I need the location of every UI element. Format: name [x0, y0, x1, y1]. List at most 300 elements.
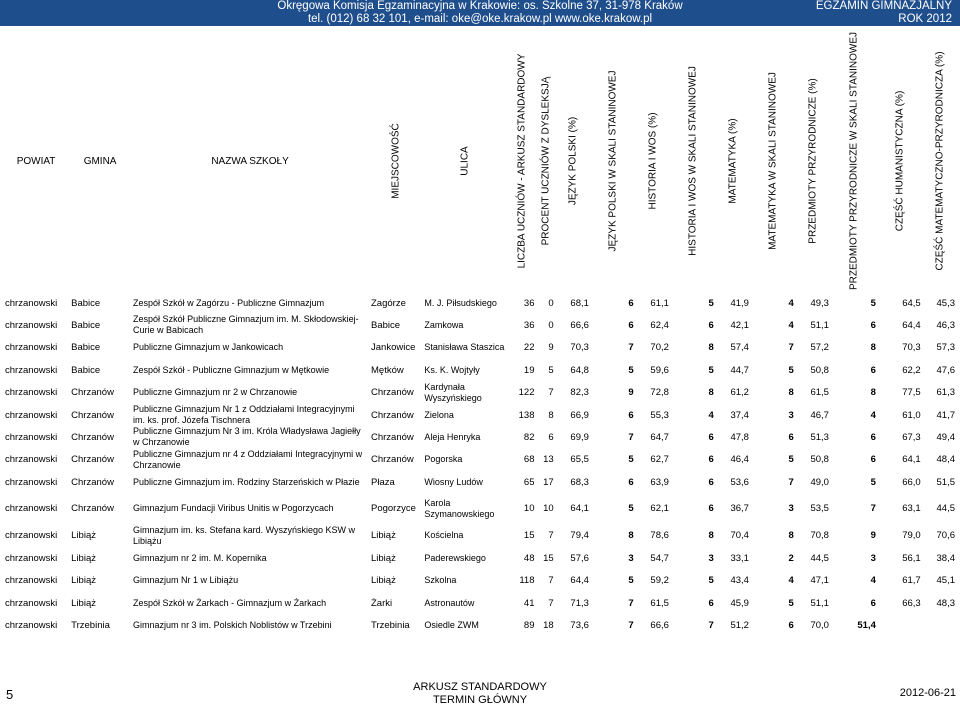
table-cell: Osiedle ZWM: [424, 619, 479, 630]
table-cell: 7: [548, 530, 554, 541]
table-cell: 4: [788, 297, 794, 309]
table-cell: 53,6: [730, 476, 749, 488]
table-cell: 57,3: [936, 342, 955, 353]
table-cell: 59,2: [650, 575, 669, 586]
table-cell: 66,0: [902, 476, 921, 488]
table-cell: 6: [870, 431, 876, 443]
table-cell: 38,4: [936, 552, 955, 564]
table-cell: 6: [870, 319, 876, 331]
table-cell: 72,8: [650, 387, 669, 398]
table-cell: Libiąż: [71, 575, 96, 586]
table-cell: Stanisława Staszica: [424, 342, 505, 352]
table-cell: 67,3: [902, 431, 921, 443]
table-cell: 6: [788, 431, 794, 443]
table-cell: 70,2: [650, 342, 669, 353]
column-header-label: CZĘŚĆ MATEMATYCZNO-PRZYRODNICZA (%): [934, 51, 946, 271]
table-cell: 6: [708, 319, 714, 331]
table-cell: 68,3: [570, 476, 589, 488]
table-cell: chrzanowski: [5, 297, 58, 309]
table-cell: 51,2: [730, 619, 749, 631]
table-cell: 55,3: [650, 409, 669, 421]
table-cell: Gimnazjum Nr 1 w Libiążu: [133, 575, 239, 585]
table-cell: 44,7: [730, 364, 749, 376]
table-cell: 13: [543, 454, 554, 465]
table-cell: 61,5: [650, 597, 669, 609]
table-cell: 5: [870, 297, 876, 309]
table-cell: Chrzanów: [371, 387, 414, 398]
table-cell: 69,9: [570, 431, 589, 443]
table-cell: 3: [708, 552, 714, 564]
table-row: [3, 336, 957, 359]
column-header-label: JĘZYK POLSKI W SKALI STANINOWEJ: [607, 70, 619, 252]
column-header: [422, 30, 507, 292]
table-cell: 44,5: [810, 552, 829, 564]
table-cell: 6: [870, 454, 876, 465]
table-cell: 68: [523, 454, 535, 465]
table-cell: 70,3: [902, 342, 921, 353]
table-cell: 10: [523, 503, 535, 514]
table-cell: Babice: [71, 297, 101, 309]
column-header: [591, 30, 636, 292]
table-cell: 8: [870, 387, 876, 398]
table-cell: 49,4: [936, 431, 955, 443]
table-cell: 7: [548, 575, 554, 586]
column-header-label: LICZBA UCZNIÓW - ARKUSZ STANDARDOWY: [516, 53, 528, 269]
table-cell: 4: [870, 575, 876, 586]
table-cell: 37,4: [730, 409, 749, 421]
column-header-label: MATEMATYKA W SKALI STANINOWEJ: [767, 72, 779, 250]
table-cell: 7: [788, 342, 794, 353]
table-cell: Kościelna: [424, 530, 464, 540]
table-cell: 2: [788, 552, 794, 564]
table-cell: 73,6: [570, 619, 589, 631]
table-row: [3, 314, 957, 336]
table-cell: 64,5: [902, 297, 921, 309]
table-cell: 5: [628, 503, 634, 514]
table-cell: chrzanowski: [5, 454, 58, 465]
table-cell: 64,4: [570, 575, 589, 586]
table-cell: 44,5: [936, 503, 955, 514]
table-cell: Aleja Henryka: [424, 431, 481, 442]
table-cell: 63,9: [650, 476, 669, 488]
table-cell: Chrzanów: [71, 503, 114, 514]
table-cell: 61,7: [902, 575, 921, 586]
table-cell: chrzanowski: [5, 409, 58, 421]
table-cell: Babice: [71, 319, 101, 331]
table-cell: 64,7: [650, 431, 669, 443]
table-cell: 3: [870, 552, 876, 564]
table-cell: Babice: [371, 319, 401, 331]
table-cell: Libiąż: [71, 530, 96, 541]
table-cell: 65: [523, 476, 535, 488]
table-cell: 8: [788, 387, 794, 398]
table-cell: 62,1: [650, 503, 669, 514]
column-header: [831, 30, 878, 292]
table-cell: Żarki: [371, 597, 393, 609]
table-cell: 5: [548, 364, 554, 376]
table-cell: 41,9: [730, 297, 749, 309]
table-cell: 7: [628, 597, 634, 609]
table-cell: 36: [523, 297, 535, 309]
table-cell: 5: [628, 454, 634, 465]
table-cell: chrzanowski: [5, 319, 58, 331]
table-cell: 79,4: [570, 530, 589, 541]
table-cell: 62,2: [902, 364, 921, 376]
table-row: [3, 426, 957, 448]
table-cell: 4: [788, 575, 794, 586]
table-cell: Publiczne Gimnazjum Nr 3 im. Króla Władysława Jagiełły w Chrzanowie: [133, 426, 361, 447]
table-cell: Mętków: [371, 364, 404, 376]
table-cell: 17: [543, 476, 554, 488]
table-cell: 42,1: [730, 319, 749, 331]
table-cell: Publiczne Gimnazjum nr 2 w Chrzanowie: [133, 387, 298, 397]
table-cell: 15: [543, 552, 554, 564]
table-cell: Zielona: [424, 409, 454, 420]
table-cell: 8: [788, 530, 794, 541]
footer-date: 2012-06-21: [899, 687, 956, 699]
table-cell: Gimnazjum nr 2 im. M. Kopernika: [133, 552, 267, 563]
table-cell: 46,3: [936, 319, 955, 331]
table-cell: 6: [870, 597, 876, 609]
table-cell: Pogorzyce: [371, 503, 416, 514]
table-cell: 0: [548, 319, 554, 331]
table-row: [3, 292, 957, 314]
table-cell: 19: [523, 364, 535, 376]
table-cell: 8: [548, 409, 554, 421]
table-cell: 8: [628, 530, 634, 541]
table-cell: 5: [708, 297, 714, 309]
table-cell: 65,5: [570, 454, 589, 465]
table-cell: Pogorska: [424, 454, 463, 464]
table-cell: Chrzanów: [71, 454, 114, 465]
table-cell: 68,1: [570, 297, 589, 309]
table-cell: Publiczne Gimnazjum Nr 1 z Oddziałami Integracyjnymi im. ks. prof. Józefa Tischnera: [133, 404, 355, 425]
table-cell: 118: [519, 575, 535, 586]
table-cell: 57,4: [730, 342, 749, 353]
table-row: [3, 524, 957, 547]
column-header-label: HISTORIA I WOS (%): [647, 112, 659, 210]
column-header: NAZWA SZKOŁY: [211, 155, 289, 167]
table-cell: 61,0: [902, 409, 921, 421]
table-cell: 46,7: [810, 409, 829, 421]
column-header: [636, 30, 671, 292]
column-header: POWIAT: [16, 155, 56, 167]
table-cell: Płaza: [371, 476, 395, 488]
table-cell: 47,8: [730, 431, 749, 443]
table-cell: Zespół Szkół w Zagórzu - Publiczne Gimnazjum: [133, 297, 325, 308]
table-cell: Szkolna: [424, 575, 457, 585]
header-exam-title: EGZAMIN GIMNAZJALNY: [815, 0, 952, 12]
table-cell: 50,8: [810, 364, 829, 376]
column-header-label: MIEJSCOWOŚĆ: [390, 123, 402, 199]
table-cell: 7: [628, 342, 634, 353]
table-cell: 62,7: [650, 454, 669, 465]
table-cell: 6: [708, 476, 714, 488]
table-row: [3, 493, 957, 524]
table-cell: Jankowice: [371, 342, 416, 353]
table-cell: 89: [523, 619, 535, 631]
table-cell: Babice: [71, 364, 101, 376]
table-cell: Libiąż: [371, 575, 396, 586]
table-cell: 43,4: [730, 575, 749, 586]
table-row: [3, 569, 957, 592]
table-cell: 47,1: [810, 575, 829, 586]
table-cell: 4: [788, 319, 794, 331]
table-cell: 51,3: [810, 431, 829, 443]
table-cell: 61,3: [936, 387, 955, 398]
table-cell: 62,4: [650, 319, 669, 331]
table-cell: Gimnazjum nr 3 im. Polskich Noblistów w Trzebini: [133, 619, 332, 630]
table-cell: Babice: [71, 342, 101, 353]
table-cell: M. J. Piłsudskiego: [424, 297, 497, 308]
table-cell: 7: [788, 476, 794, 488]
table-cell: 66,9: [570, 409, 589, 421]
table-cell: Libiąż: [71, 552, 96, 564]
table-cell: 57,2: [810, 342, 829, 353]
table-cell: Chrzanów: [371, 454, 414, 465]
table-cell: 3: [628, 552, 634, 564]
table-row: [3, 471, 957, 493]
table-cell: 64,1: [570, 503, 589, 514]
table-cell: 61,5: [810, 387, 829, 398]
table-cell: chrzanowski: [5, 575, 58, 586]
table-cell: 8: [870, 342, 876, 353]
table-body: [3, 292, 957, 636]
table-cell: 54,7: [650, 552, 669, 564]
table-cell: chrzanowski: [5, 530, 58, 541]
table-cell: 66,6: [650, 619, 669, 631]
table-cell: 64,8: [570, 364, 589, 376]
table-cell: Publiczne Gimnazjum nr 4 z Oddziałami Integracyjnymi w Chrzanowie: [133, 448, 363, 470]
table-cell: 3: [788, 409, 794, 421]
table-cell: 3: [788, 503, 794, 514]
table-cell: 6: [708, 431, 714, 443]
table-cell: chrzanowski: [5, 503, 58, 514]
column-header: [796, 30, 831, 292]
table-cell: 5: [788, 454, 794, 465]
table-cell: 51,1: [810, 319, 829, 331]
column-header: GMINA: [83, 155, 117, 167]
table-cell: 70,6: [936, 530, 955, 541]
table-cell: 61,1: [650, 297, 669, 309]
table-cell: 53,5: [810, 503, 829, 514]
table-cell: 5: [870, 476, 876, 488]
table-row: [3, 614, 957, 636]
table-cell: 48: [523, 552, 535, 564]
table-cell: 61,2: [730, 387, 749, 398]
page-footer: [0, 679, 960, 707]
table-cell: 59,6: [650, 364, 669, 376]
table-cell: Gimnazjum im. ks. Stefana kard. Wyszyńskiego KSW w Libiążu: [133, 524, 356, 546]
table-cell: 57,6: [570, 552, 589, 564]
table-cell: Zamkowa: [424, 319, 464, 330]
footer-title: [0, 681, 960, 707]
table-cell: 70,4: [730, 530, 749, 541]
table-cell: Chrzanów: [71, 431, 114, 443]
column-header: [537, 30, 556, 292]
table-cell: 7: [628, 431, 634, 443]
table-cell: 70,0: [810, 619, 829, 631]
table-row: [3, 448, 957, 471]
table-cell: 138: [518, 409, 535, 421]
table-cell: 10: [543, 503, 554, 514]
table-cell: 49,0: [810, 476, 829, 488]
table-cell: Libiąż: [71, 597, 96, 609]
table-cell: 64,4: [902, 319, 921, 331]
column-header: [671, 30, 716, 292]
table-cell: Trzebinia: [71, 619, 110, 631]
table-cell: 82: [523, 431, 535, 443]
table-cell: 15: [523, 530, 535, 541]
table-cell: Karola Szymanowskiego: [424, 497, 495, 519]
table-cell: 51,4: [857, 619, 876, 631]
table-cell: Zagórze: [371, 297, 406, 309]
table-row: [3, 359, 957, 381]
table-cell: Kardynała Wyszyńskiego: [424, 381, 482, 403]
table-cell: 46,4: [730, 454, 749, 465]
column-header: [878, 30, 923, 292]
table-cell: Gimnazjum Fundacji Viribus Unitis w Pogorzycach: [133, 503, 334, 513]
header-row: [3, 30, 957, 292]
table-cell: Chrzanów: [71, 387, 114, 398]
table-cell: 9: [628, 387, 634, 398]
table-cell: 45,9: [730, 597, 749, 609]
header-year: ROK 2012: [898, 13, 952, 25]
table-cell: chrzanowski: [5, 364, 58, 376]
results-table: [3, 30, 957, 636]
table-cell: 70,3: [570, 342, 589, 353]
column-header: [556, 30, 591, 292]
header-line-2: tel. (012) 68 32 101, e-mail: oke@oke.krakow.pl www.oke.krakow.pl: [307, 13, 653, 25]
table-cell: Wiosny Ludów: [424, 476, 483, 487]
table-cell: Publiczne Gimnazjum w Jankowicach: [133, 342, 284, 352]
table-cell: Publiczne Gimnazjum im. Rodziny Starzeńskich w Płazie: [133, 476, 360, 487]
table-cell: chrzanowski: [5, 597, 58, 609]
footer-line-1: ARKUSZ STANDARDOWY: [413, 681, 547, 693]
table-cell: 6: [788, 619, 794, 631]
table-cell: 36: [523, 319, 535, 331]
column-header-label: MATEMATYKA (%): [727, 118, 739, 204]
table-cell: 45,1: [936, 575, 955, 586]
table-cell: 6: [628, 319, 634, 331]
table-cell: 79,0: [902, 530, 921, 541]
table-cell: Ks. K. Wojtyły: [424, 364, 480, 375]
table-row: [3, 404, 957, 426]
table-cell: 6: [708, 503, 714, 514]
column-header-label: CZĘŚĆ HUMANISTYCZNA (%): [894, 90, 906, 232]
table-cell: 70,8: [810, 530, 829, 541]
table-cell: 7: [870, 503, 876, 514]
column-header: [369, 30, 422, 292]
column-header: [923, 30, 957, 292]
column-header-label: JĘZYK POLSKI (%): [567, 116, 579, 206]
table-cell: 56,1: [902, 552, 921, 564]
table-cell: 122: [518, 387, 535, 398]
column-header-label: ULICA: [459, 146, 471, 176]
table-row: [3, 547, 957, 569]
table-cell: Paderewskiego: [424, 552, 486, 563]
header-line-1: Okręgowa Komisja Egzaminacyjna w Krakowie: os. Szkolne 37, 31-978 Kraków: [277, 0, 683, 12]
table-cell: Chrzanów: [371, 431, 414, 443]
table-cell: Zespół Szkół Publiczne Gimnazjum im. M. Skłodowskiej-Curie w Babicach: [133, 314, 359, 335]
table-cell: 63,1: [902, 503, 921, 514]
table-cell: Trzebinia: [371, 619, 410, 631]
table-cell: 6: [870, 364, 876, 376]
table-cell: 48,3: [936, 597, 955, 609]
page-header: [0, 0, 960, 26]
column-header: [751, 30, 796, 292]
table-cell: 0: [548, 297, 554, 309]
table-cell: Chrzanów: [71, 476, 114, 488]
footer-line-2: TERMIN GŁÓWNY: [432, 694, 528, 706]
table-cell: 5: [708, 364, 714, 376]
table-cell: 6: [548, 431, 554, 443]
table-cell: 7: [548, 597, 554, 609]
table-cell: 50,8: [810, 454, 829, 465]
column-header: [716, 30, 751, 292]
table-cell: 5: [628, 575, 634, 586]
table-cell: Astronautów: [424, 597, 475, 608]
table-cell: 66,6: [570, 319, 589, 331]
table-cell: 49,3: [810, 297, 829, 309]
table-cell: 7: [628, 619, 634, 631]
table-cell: 78,6: [650, 530, 669, 541]
table-cell: 45,3: [936, 297, 955, 309]
table-cell: chrzanowski: [5, 387, 58, 398]
table-cell: 6: [708, 454, 714, 465]
table-cell: 22: [523, 342, 535, 353]
table-cell: Libiąż: [371, 530, 396, 541]
table-cell: chrzanowski: [5, 476, 58, 488]
table-cell: 66,3: [902, 597, 921, 609]
table-cell: chrzanowski: [5, 342, 58, 353]
table-cell: 47,6: [936, 364, 955, 376]
table-cell: 82,3: [570, 387, 589, 398]
table-cell: 6: [708, 597, 714, 609]
table-cell: chrzanowski: [5, 552, 58, 564]
table-cell: 41,7: [936, 409, 955, 421]
table-cell: 71,3: [570, 597, 589, 609]
column-header-label: PROCENT UCZNIÓW Z DYSLEKSJĄ: [540, 76, 552, 246]
table-cell: Zespół Szkół - Publiczne Gimnazjum w Mętkowie: [133, 364, 330, 375]
table-cell: Chrzanów: [71, 409, 114, 421]
table-cell: Zespół Szkół w Żarkach - Gimnazjum w Żarkach: [133, 597, 327, 608]
table-cell: 6: [628, 409, 634, 421]
page-number: 5: [6, 687, 14, 702]
column-header: [508, 30, 537, 292]
table-cell: 5: [788, 597, 794, 609]
table-cell: 8: [708, 530, 714, 541]
table-cell: 4: [708, 409, 714, 421]
table-cell: 6: [628, 297, 634, 309]
table-cell: 41: [523, 597, 535, 609]
table-cell: 4: [870, 409, 876, 421]
table-cell: chrzanowski: [5, 619, 58, 631]
table-cell: 8: [708, 342, 714, 353]
table-cell: 18: [543, 619, 554, 631]
table-cell: 5: [788, 364, 794, 376]
table-cell: chrzanowski: [5, 431, 58, 443]
table-cell: 77,5: [902, 387, 921, 398]
column-header-label: HISTORIA I WOS W SKALI STANINOWEJ: [687, 66, 699, 256]
table-cell: 33,1: [730, 552, 749, 564]
table-row: [3, 592, 957, 614]
table-cell: 5: [628, 364, 634, 376]
table-cell: 5: [708, 575, 714, 586]
table-row: [3, 381, 957, 404]
table-cell: 36,7: [730, 503, 749, 514]
table-cell: 51,5: [936, 476, 955, 488]
